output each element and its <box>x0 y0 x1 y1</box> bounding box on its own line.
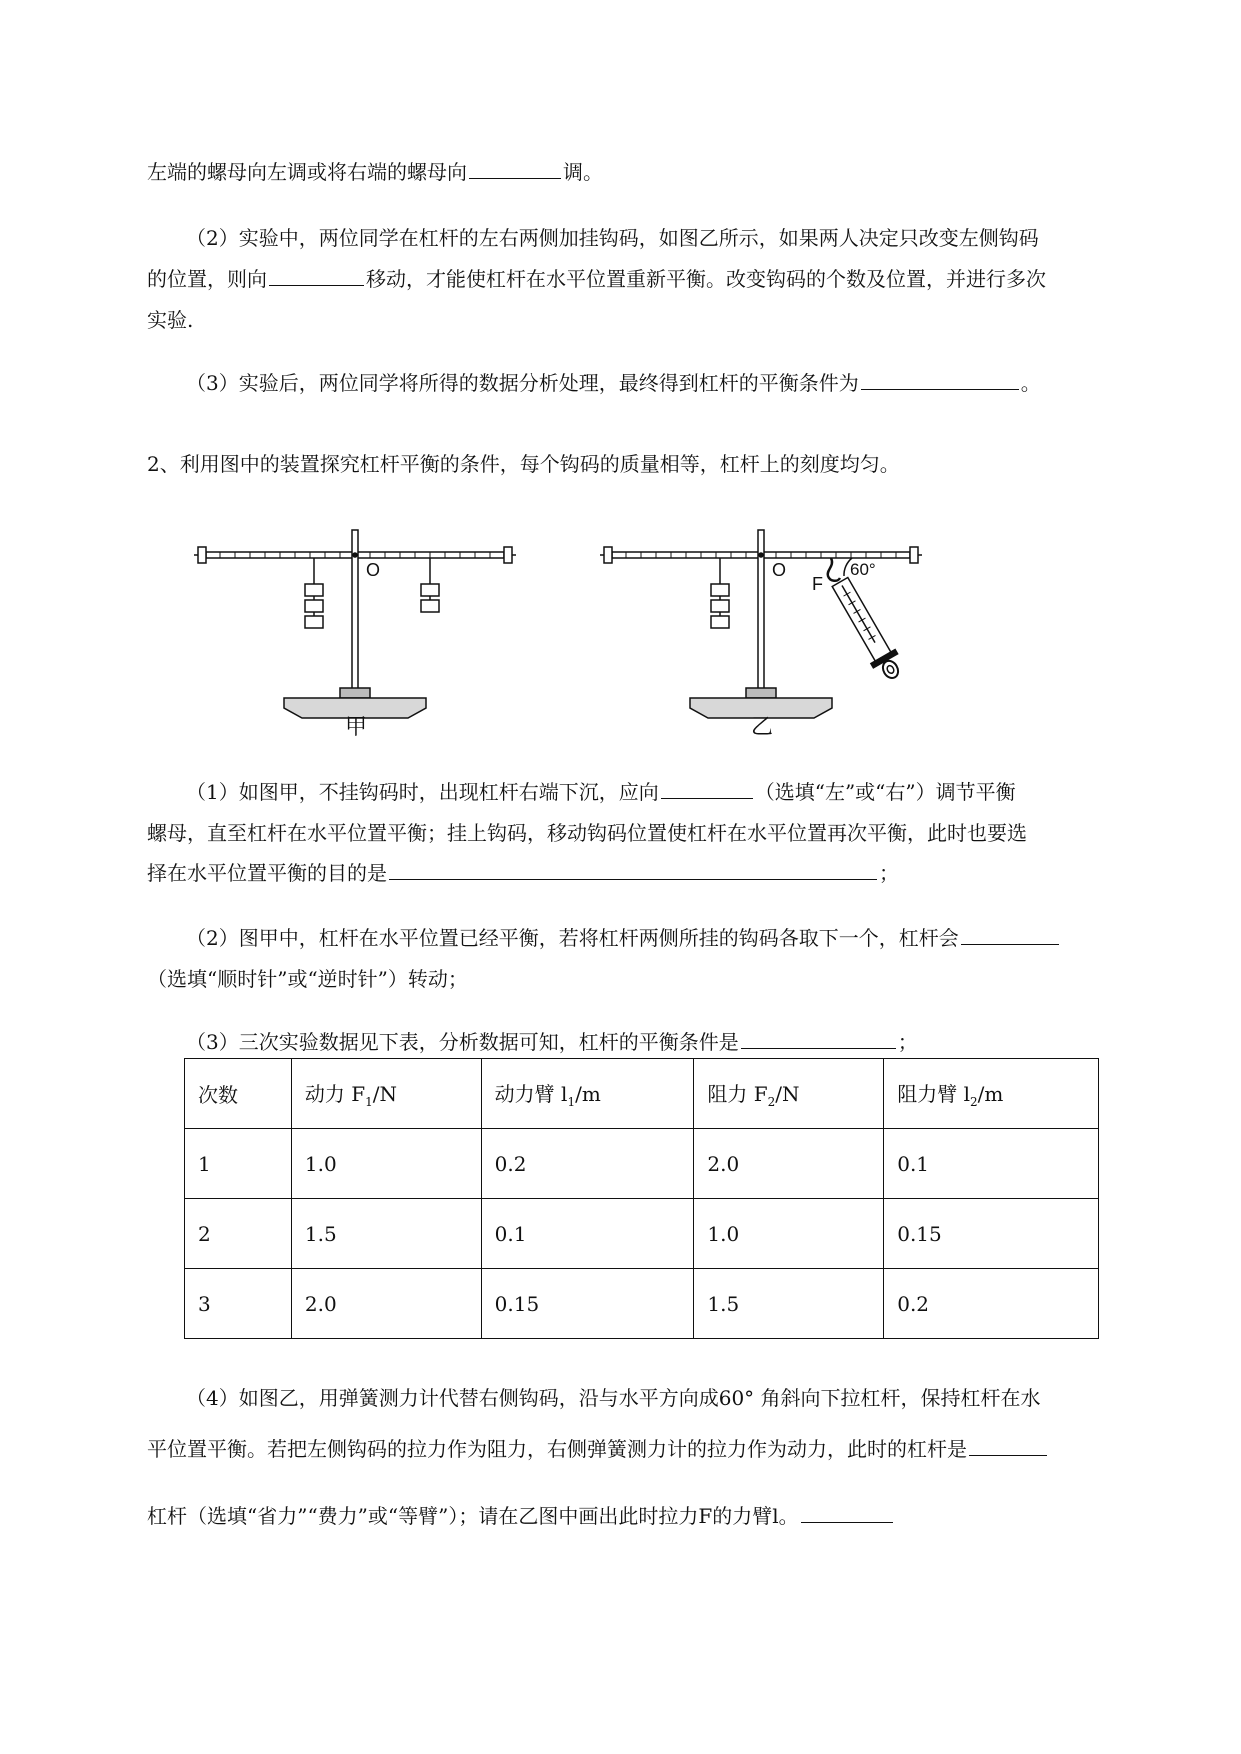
answer-blank[interactable] <box>969 1435 1047 1456</box>
text: （4）如图乙，用弹簧测力计代替右侧钩码，沿与水平方向成60° 角斜向下拉杠杆，保持杠杆在水 <box>186 1386 1041 1410</box>
paragraph-s4a <box>186 1384 1041 1412</box>
paragraph-p1c <box>147 306 193 334</box>
table-cell: 0.2 <box>481 1129 694 1199</box>
pivot-label: O <box>772 560 787 580</box>
table-cell: 1.0 <box>694 1199 884 1269</box>
answer-blank[interactable] <box>861 369 1019 390</box>
text: （选填“顺时针”或“逆时针”）转动； <box>147 967 468 991</box>
paragraph-s4c <box>147 1502 895 1530</box>
text: 。 <box>1020 371 1041 395</box>
text: 螺母，直至杠杆在水平位置平衡；挂上钩码，移动钩码位置使杠杆在水平位置再次平衡，此时也要选 <box>147 821 1027 845</box>
balance-nut-right <box>504 547 512 563</box>
table-row <box>185 1129 1099 1199</box>
text: 择在水平位置平衡的目的是 <box>147 861 387 885</box>
table-cell: 2.0 <box>291 1269 481 1339</box>
table-cell: 3 <box>185 1269 292 1339</box>
text: 杠杆（选填“省力”“费力”或“等臂”）；请在乙图中画出此时拉力F的力臂l。 <box>147 1504 799 1528</box>
hook-weight <box>711 600 729 612</box>
table-cell: 2.0 <box>694 1129 884 1199</box>
pivot-point <box>759 553 763 557</box>
hook-weight <box>305 584 323 596</box>
apparatus-jia <box>194 530 516 740</box>
paragraph-s1b <box>147 819 1027 847</box>
paragraph-p0 <box>147 158 603 186</box>
balance-nut-right <box>910 547 918 563</box>
pivot-label: O <box>366 560 381 580</box>
answer-blank[interactable] <box>661 778 753 799</box>
table-row <box>185 1199 1099 1269</box>
text: 调。 <box>563 160 603 184</box>
pivot-point <box>353 553 357 557</box>
force-label: F <box>812 574 823 594</box>
table-cell: 0.15 <box>481 1269 694 1339</box>
paragraph-s4b <box>147 1435 1049 1463</box>
hook-weight <box>711 584 729 596</box>
answer-blank[interactable] <box>389 859 877 880</box>
hook-weight <box>421 584 439 596</box>
table-header-cell: 阻力 $F_2/N$ <box>694 1059 884 1129</box>
table-header-cell: 阻力臂 $l_2/m$ <box>884 1059 1099 1129</box>
text: （1）如图甲，不挂钩码时，出现杠杆右端下沉，应向 <box>186 780 659 804</box>
text: 平位置平衡。若把左侧钩码的拉力作为阻力，右侧弹簧测力计的拉力作为动力，此时的杠杆是 <box>147 1437 967 1461</box>
paragraph-s3 <box>186 1028 918 1056</box>
table-cell: 1.0 <box>291 1129 481 1199</box>
paragraph-p1a <box>186 224 1039 252</box>
paragraph-s2b <box>147 965 468 993</box>
text: （选填“左”或“右”）调节平衡 <box>754 780 1016 804</box>
text: 左端的螺母向左调或将右端的螺母向 <box>147 160 467 184</box>
table-cell: 1.5 <box>694 1269 884 1339</box>
apparatus-yi <box>600 530 922 740</box>
paragraph-s2a <box>186 924 1061 952</box>
text: （3）实验后，两位同学将所得的数据分析处理，最终得到杠杆的平衡条件为 <box>186 371 859 395</box>
question-2-title <box>147 450 900 478</box>
stand-clamp <box>746 688 776 698</box>
table-header-cell: 次数 <box>185 1059 292 1129</box>
spring-scale <box>828 575 907 684</box>
hook-weight <box>305 616 323 628</box>
text: （2）图甲中，杠杆在水平位置已经平衡，若将杠杆两侧所挂的钩码各取下一个，杠杆会 <box>186 926 959 950</box>
table-header-cell: 动力臂 $l_1/m$ <box>481 1059 694 1129</box>
hook-weight <box>711 616 729 628</box>
paragraph-p2 <box>186 369 1041 397</box>
text: 实验. <box>147 308 194 332</box>
text: 的位置，则向 <box>147 267 267 291</box>
table-cell: 0.1 <box>884 1129 1099 1199</box>
table-cell: 2 <box>185 1199 292 1269</box>
figure-label-jia: 甲 <box>345 715 368 740</box>
stand-clamp <box>340 688 370 698</box>
answer-blank[interactable] <box>801 1502 893 1523</box>
answer-blank[interactable] <box>269 265 364 286</box>
table-row <box>185 1269 1099 1339</box>
table-cell: 0.15 <box>884 1199 1099 1269</box>
data-table <box>184 1058 1099 1339</box>
figure-label-yi: 乙 <box>751 715 774 740</box>
table-cell: 0.2 <box>884 1269 1099 1339</box>
table-cell: 1.5 <box>291 1199 481 1269</box>
table-header-cell: 动力 $F_1/N$ <box>291 1059 481 1129</box>
table-cell: 1 <box>185 1129 292 1199</box>
paragraph-s1c <box>147 859 899 887</box>
angle-label: 60° <box>850 560 876 579</box>
spring-hook <box>828 558 840 581</box>
text: ； <box>879 861 899 885</box>
text: 移动，才能使杠杆在水平位置重新平衡。改变钩码的个数及位置，并进行多次 <box>366 267 1046 291</box>
answer-blank[interactable] <box>741 1028 896 1049</box>
hook-weight <box>305 600 323 612</box>
table-cell: 0.1 <box>481 1199 694 1269</box>
text: ； <box>897 1030 918 1054</box>
balance-nut-left <box>604 547 612 563</box>
hook-weight <box>421 600 439 612</box>
paragraph-p1b <box>147 265 1046 293</box>
text: （2）实验中，两位同学在杠杆的左右两侧加挂钩码，如图乙所示，如果两人决定只改变左侧钩码 <box>186 226 1039 250</box>
answer-blank[interactable] <box>961 924 1059 945</box>
text: （3）三次实验数据见下表，分析数据可知，杠杆的平衡条件是 <box>186 1030 739 1054</box>
answer-blank[interactable] <box>469 158 561 179</box>
paragraph-s1a <box>186 778 1016 806</box>
text: 2、利用图中的装置探究杠杆平衡的条件，每个钩码的质量相等，杠杆上的刻度均匀。 <box>147 452 900 476</box>
table-header-row <box>185 1059 1099 1129</box>
lever-figure <box>180 520 980 740</box>
balance-nut-left <box>198 547 206 563</box>
